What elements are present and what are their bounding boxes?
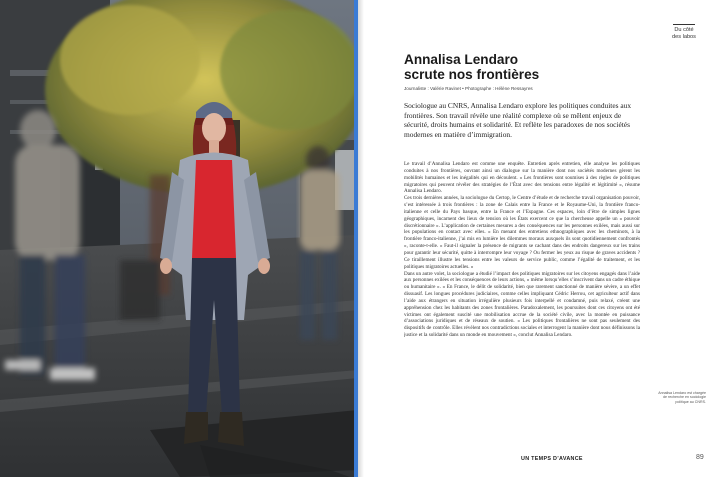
article-body-paragraph: Ces trois dernières années, la sociologue du Certop, le Centre d’étude et de recherche travail organisation pouvoir, s’est intéressée à trois frontières : la zone de Calais entre la France et le Royaume-Uni, la frontière franco-italienne et celle du Pays basque, entre la France et l’Espagne. Ces espaces, loin d’être de simples lignes géographiques, incarnent des lieux de tension où les États exercent ce que la chercheuse appelle un « pouvoir discrétionnaire ». L’application de certaines mesures a des conséquences sur les personnes exilées, mais aussi sur les populations en contact avec elles. « En menant des entretiens ethnographiques avec les cheminots, à la frontière franco-italienne, j’ai mis en lumière les dilemmes moraux auxquels ils sont quotidiennement confrontés », raconte-t-elle. « Faut-il signaler la présence de migrants se cachant dans des endroits dangereux sur les trains pour garantir leur sécurité, quitte à interrompre leur voyage ? Ou fermer les yeux au risque de graves accidents ? Ce tiraillement illustre les tensions entre les valeurs de service public, comme l’égalité de traitement, et les politiques migratoires actuelles. » [404, 195, 640, 270]
section-tag [660, 24, 708, 41]
article-body [404, 161, 640, 441]
page-number: 89 [696, 454, 704, 461]
photo-caption: Annalisa Lendaro est chargée de recherche en sociologie politique au CNRS. [658, 391, 706, 404]
article-body-paragraph: Dans un autre volet, la sociologue a étudié l’impact des politiques migratoires sur les citoyens engagés dans l’aide aux personnes exilées et les conséquences de leurs actions, « même lorsqu’elles s’inscrivent dans un cadre éthique ou humanitaire ». « En France, le délit de solidarité, bien que rarement sanctionné de manière sévère, a un effet dissuasif. Les longues procédures judiciaires, comme celles impliquant Cédric Herrou, cet agriculteur actif dans l’aide aux étrangers en situation irrégulière plusieurs fois interpellé et condamné, puis relaxé, créent une appréhension chez les habitants des zones frontalières. Paradoxalement, les poursuites dont ces citoyens ont été victimes ont également suscité une mobilisation accrue de la société civile, avec la montée en puissance d’associations juridiques et de réseaux de soutien. « Les politiques frontalières ne sont pas seulement des dispositifs de contrôle. Elles révèlent nos contradictions sociales et interrogent la manière dont nous définissons la justice et la solidarité dans un monde en mouvement », conclut Annalisa Lendaro. [404, 270, 640, 339]
article-title-line2: scrute nos frontières [404, 67, 540, 83]
article-lead: Sociologue au CNRS, Annalisa Lendaro explore les politiques conduites aux frontières. Son travail révèle une réalité complexe où se mêlent enjeux de sécurité, droits humains et solidarité. Et reflète les paradoxes de nos sociétés modernes en matière d’immigration. [404, 101, 632, 140]
article-credits: Journaliste : Valérie Ravinet • Photographe : Hélène Ressayres [404, 86, 533, 91]
section-tag-rule [673, 24, 695, 25]
article-title [404, 52, 644, 82]
article-title-line1: Annalisa Lendaro [404, 52, 519, 67]
article-page [364, 0, 716, 477]
magazine-footer-label: UN TEMPS D’AVANCE [521, 456, 583, 462]
section-tag-line2: des labos [672, 34, 696, 40]
article-body-paragraph: Le travail d’Annalisa Lendaro est comme une enquête. Entretien après entretien, elle analyse les politiques conduites à nos frontières, ouvrant ainsi un dialogue sur la manière dont nos sociétés modernes gèrent les mobilités humaines et les inégalités qui en découlent. « Les frontières sont soumises à des règles de politiques migratoires qui peuvent révéler des stratégies de l’État avec des tensions entre légalité et légitimité », résume Annalisa Lendaro. [404, 161, 640, 195]
section-tag-line1: Du côté [674, 27, 694, 33]
